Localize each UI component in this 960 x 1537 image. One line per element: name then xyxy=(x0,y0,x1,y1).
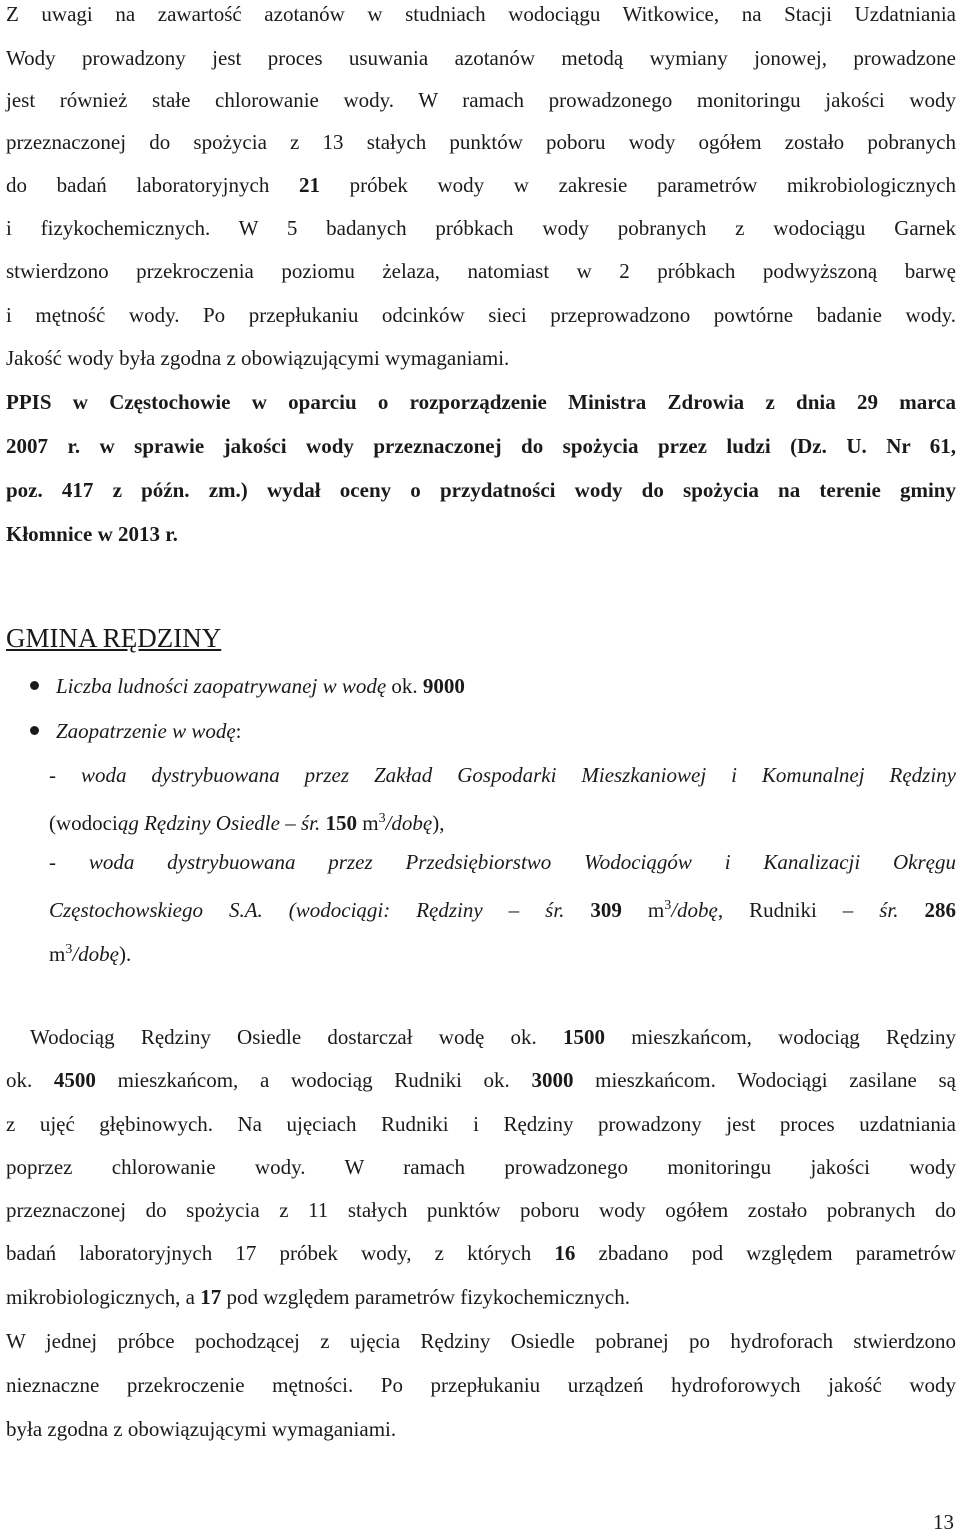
supply-line: (wodociąg Rędziny Osiedle – śr. 150 $m^3/dobę$), xyxy=(49,811,445,835)
paragraph-line: poz. 417 z późn. zm.) wydał oceny o przydatności wody do spożycia na terenie gminy xyxy=(6,478,956,502)
paragraph-line: ok. 4500 mieszkańcom, a wodociąg Rudniki ok. 3000 mieszkańcom. Wodociągi zasilane są xyxy=(6,1068,956,1092)
bullet-item: Zaopatrzenie w wodę: xyxy=(56,709,242,753)
paragraph-line: mikrobiologicznych, a 17 pod względem parametrów fizykochemicznych. xyxy=(6,1285,630,1309)
paragraph-line: i fizykochemicznych. W 5 badanych próbkach wody pobranych z wodociągu Garnek xyxy=(6,216,956,240)
paragraph-line: stwierdzono przekroczenia poziomu żelaza, natomiast w 2 próbkach podwyższoną barwę xyxy=(6,259,956,283)
supply-line: $m^3/dobę$). xyxy=(49,942,132,966)
paragraph-line: PPIS w Częstochowie w oparciu o rozporządzenie Ministra Zdrowia z dnia 29 marca xyxy=(6,390,956,414)
paragraph-line: 2007 r. w sprawie jakości wody przeznaczonej do spożycia przez ludzi (Dz. U. Nr 61, xyxy=(6,434,956,458)
paragraph-line: jest również stałe chlorowanie wody. W ramach prowadzonego monitoringu jakości wody xyxy=(6,88,956,112)
supply-line: - woda dystrybuowana przez Przedsiębiorstwo Wodociągów i Kanalizacji Okręgu xyxy=(49,850,956,874)
paragraph-line: i mętność wody. Po przepłukaniu odcinków sieci przeprowadzono powtórne badanie wody. xyxy=(6,303,956,327)
paragraph-line: Jakość wody była zgodna z obowiązującymi wymaganiami. xyxy=(6,346,510,370)
paragraph-line: W jednej próbce pochodzącej z ujęcia Rędziny Osiedle pobranej po hydroforach stwierdzono xyxy=(6,1329,956,1353)
bullet-icon xyxy=(30,681,39,690)
bullet-item: Liczba ludności zaopatrywanej w wodę ok. 9000 xyxy=(56,664,465,708)
paragraph-line: badań laboratoryjnych 17 próbek wody, z których 16 zbadano pod względem parametrów xyxy=(6,1241,956,1265)
paragraph-line: Wody prowadzony jest proces usuwania azotanów metodą wymiany jonowej, prowadzone xyxy=(6,46,956,70)
paragraph-line: przeznaczonej do spożycia z 11 stałych punktów poboru wody ogółem zostało pobranych do xyxy=(6,1198,956,1222)
paragraph-line: Wodociąg Rędziny Osiedle dostarczał wodę ok. 1500 mieszkańcom, wodociąg Rędziny xyxy=(30,1025,956,1049)
paragraph-line: z ujęć głębinowych. Na ujęciach Rudniki i Rędziny prowadzony jest proces uzdatniania xyxy=(6,1112,956,1136)
paragraph-line: przeznaczonej do spożycia z 13 stałych punktów poboru wody ogółem zostało pobranych xyxy=(6,130,956,154)
supply-line: - woda dystrybuowana przez Zakład Gospodarki Mieszkaniowej i Komunalnej Rędziny xyxy=(49,763,956,787)
section-heading: GMINA RĘDZINY xyxy=(6,623,222,653)
paragraph-line: Kłomnice w 2013 r. xyxy=(6,522,178,546)
paragraph-line: nieznaczne przekroczenie mętności. Po przepłukaniu urządzeń hydroforowych jakość wody xyxy=(6,1373,956,1397)
bullet-icon xyxy=(30,726,39,735)
supply-line: Częstochowskiego S.A. (wodociągi: Rędziny – śr. 309 $m^3$/dobę, Rudniki – śr. 286 xyxy=(49,898,956,922)
paragraph-line: Z uwagi na zawartość azotanów w studniach wodociągu Witkowice, na Stacji Uzdatniania xyxy=(6,2,956,26)
page-number: 13 xyxy=(933,1510,954,1534)
paragraph-line: poprzez chlorowanie wody. W ramach prowadzonego monitoringu jakości wody xyxy=(6,1155,956,1179)
paragraph-line: do badań laboratoryjnych 21 próbek wody w zakresie parametrów mikrobiologicznych xyxy=(6,173,957,197)
paragraph-line: była zgodna z obowiązującymi wymaganiami. xyxy=(6,1417,397,1441)
